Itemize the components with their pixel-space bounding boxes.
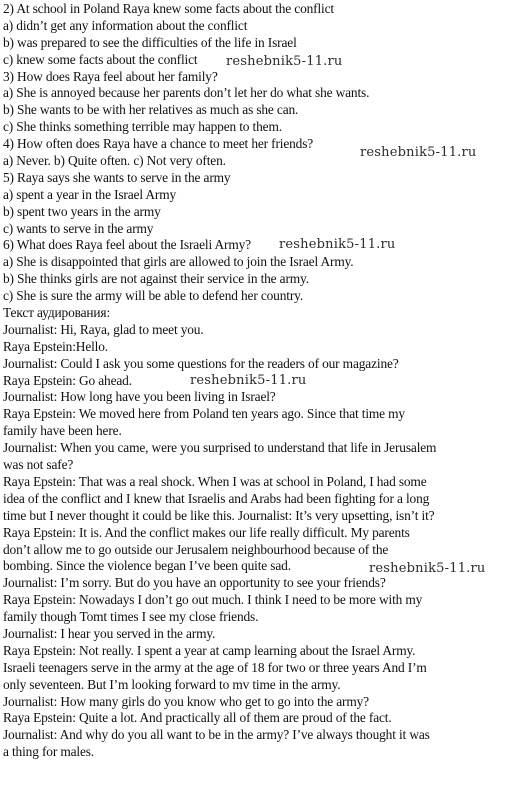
watermark: reshebnik5-11.ru	[369, 561, 486, 576]
transcript-line: Journalist: I hear you served in the army.	[3, 625, 216, 641]
transcript-line: Journalist: How long have you been living in Israel?	[3, 389, 276, 405]
question-2: 2) At school in Poland Raya knew some facts about the conflict	[3, 1, 334, 16]
transcript-line: Journalist: I’m sorry. But do you have an opportunity to see your friends?	[3, 575, 386, 591]
question-4: 4) How often does Raya have a chance to meet her friends?	[3, 136, 314, 152]
transcript-line: was not safe?	[3, 457, 74, 473]
answers-4: a) Never. b) Quite often. c) Not very often.	[3, 153, 226, 169]
answer-3a: a) She is annoyed because her parents don’t let her do what she wants.	[3, 85, 370, 101]
transcript-line: Journalist: Could I ask you some questions for the readers of our magazine?	[3, 355, 399, 371]
answer-5a: a) spent a year in the Israel Army	[3, 186, 176, 202]
answer-6a: a) She is disappointed that girls are allowed to join the Israel Army.	[3, 254, 354, 270]
question-6: 6) What does Raya feel about the Israeli Army?	[3, 237, 251, 253]
question-3: 3) How does Raya feel about her family?	[3, 68, 218, 84]
transcript-line: Raya Epstein: Go ahead.	[3, 372, 132, 388]
watermark: reshebnik5-11.ru	[190, 373, 307, 388]
answer-6b: b) She thinks girls are not against their service in the army.	[3, 271, 309, 287]
transcript-line: Raya Epstein: Quite a lot. And practically all of them are proud of the fact.	[3, 710, 392, 726]
answer-2c: c) knew some facts about the conflict	[3, 51, 198, 67]
watermark: reshebnik5-11.ru	[279, 237, 396, 252]
transcript-line: Raya Epstein: Nowadays I don’t go out much. I think I need to be more with my	[3, 592, 423, 608]
answer-2b: b) was prepared to see the difficulties of the life in Israel	[3, 34, 297, 50]
transcript-line: Raya Epstein: It is. And the conflict makes our life really difficult. My parents	[3, 524, 410, 540]
transcript-line: Raya Epstein: That was a real shock. When I was at school in Poland, I had some	[3, 473, 427, 489]
answer-3b: b) She wants to be with her relatives as much as she can.	[3, 102, 299, 118]
question-5: 5) Raya says she wants to serve in the army	[3, 169, 231, 185]
watermark: reshebnik5-11.ru	[226, 54, 343, 69]
transcript-line: Journalist: Hi, Raya, glad to meet you.	[3, 321, 204, 337]
answer-6c: c) She is sure the army will be able to defend her country.	[3, 288, 304, 304]
transcript-line: Journalist: How many girls do you know who get to go into the army?	[3, 693, 369, 709]
answer-3c: c) She thinks something terrible may happen to them.	[3, 119, 282, 135]
transcript-line: bombing. Since the violence began I’ve been quite sad.	[3, 558, 291, 574]
transcript-line: time but I never thought it could be like this. Journalist: It’s very upsetting, isn’t it?	[3, 507, 435, 523]
transcript-line: don’t allow me to go outside our Jerusalem neighbourhood because of the	[3, 541, 389, 557]
answer-5c: c) wants to serve in the army	[3, 220, 154, 236]
transcript-line: Israeli teenagers serve in the army at the age of 18 for two or three years And I’m	[3, 659, 427, 675]
transcript-line: Raya Epstein: Not really. I spent a year at camp learning about the Israel Army.	[3, 642, 416, 658]
transcript-line: family have been here.	[3, 423, 122, 439]
transcript-line: Raya Epstein: We moved here from Poland ten years ago. Since that time my	[3, 406, 405, 422]
transcript-line: a thing for males.	[3, 744, 95, 760]
transcript-line: family though Tomt times I see my close friends.	[3, 609, 259, 625]
transcript-line: Raya Epstein:Hello.	[3, 338, 108, 354]
transcript-line: idea of the conflict and I knew that Israelis and Arabs had been fighting for a long	[3, 490, 430, 506]
answer-5b: b) spent two years in the army	[3, 203, 161, 219]
transcript-line: Journalist: When you came, were you surprised to understand that life in Jerusalem	[3, 440, 437, 456]
watermark: reshebnik5-11.ru	[360, 145, 477, 160]
answer-2a: a) didn’t get any information about the conflict	[3, 17, 248, 33]
transcript-heading: Текст аудирования:	[3, 305, 111, 321]
transcript-line: Journalist: And why do you all want to be in the army? I’ve always thought it was	[3, 727, 430, 743]
transcript-line: only seventeen. But I’m looking forward to mv time in the army.	[3, 676, 341, 692]
